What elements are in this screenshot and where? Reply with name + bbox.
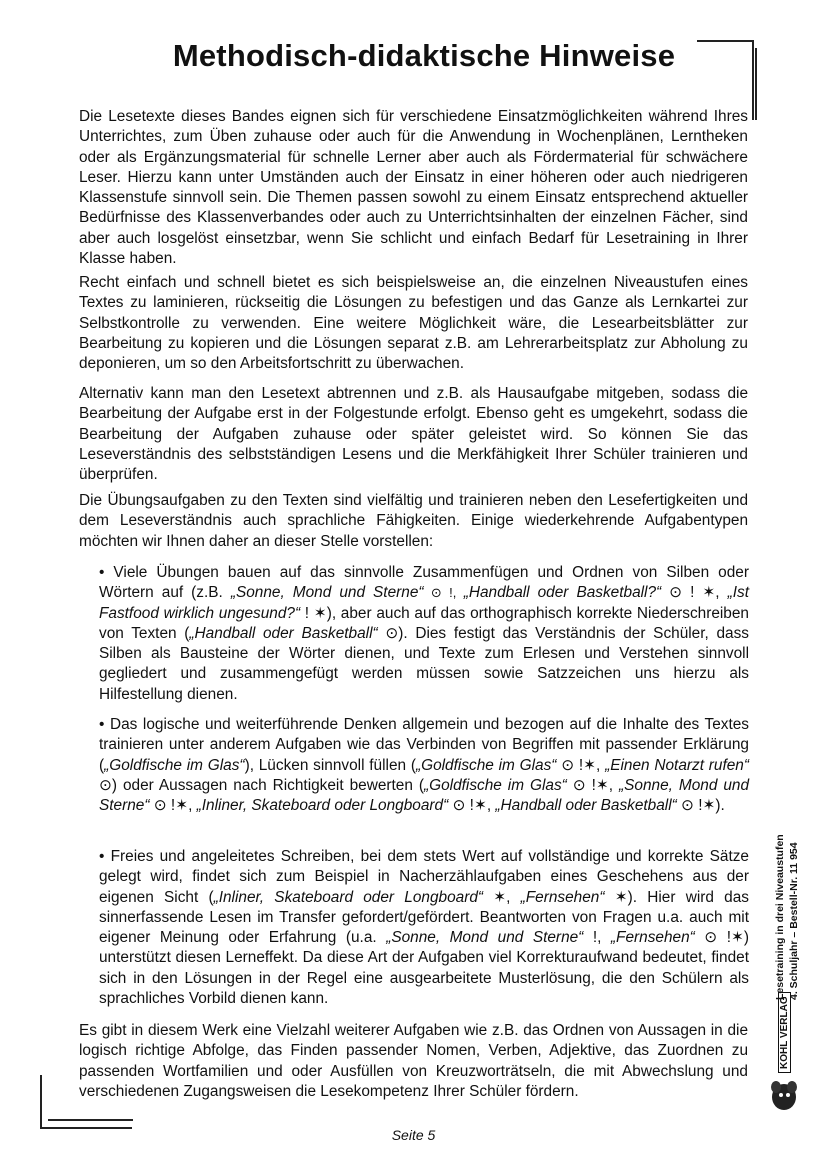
paragraph-3: Alternativ kann man den Lesetext abtrennen und z.B. als Hausaufgabe mitgeben, sodass die Bearbeitung der Aufgabe erst in der Folgestunde erfolgt. Ebenso geht es umgekehrt, sodass die Bearbeitung der Aufgaben zuhause oder später geleistet wird. So können Sie das Leseverständnis des selbstständigen Lesens und die Merkfähigkeit Ihrer Schüler trainieren und überprüfen. bbox=[79, 385, 748, 484]
page-number: Seite 5 bbox=[391, 1127, 436, 1143]
bullet-item-2: • Das logische und weiterführende Denken allgemein und bezogen auf die Inhalte des Textes trainieren unter anderem Aufgaben wie das Verbinden von Begriffen mit passender Erklärung („Goldfische im Glas“), Lücken sinnvoll füllen („Goldfische im Glas“ ⊙ !✶, „Einen Notarzt rufen“ ⊙) oder Aussagen nach Richtigkeit bewerten („Goldfische im Glas“ ⊙ !✶, „Sonne, Mond und Sterne“ ⊙ !✶, „Inliner, Skateboard oder Longboard“ ⊙ !✶, „Handball oder Basketball“ ⊙ !✶). bbox=[99, 716, 750, 815]
closing-paragraph: Es gibt in diesem Werk eine Vielzahl weiterer Aufgaben wie z.B. das Ordnen von Aussagen in die logisch richtige Abfolge, das Finden passender Nomen, Verben, Adjektive, das Zuordnen zu passenden Wortfamilien und oder Ausfüllen von Kreuzworträtseln, die mit Abwechslung und verschiedenen Zugangsweisen die Lesekompetenz Ihrer Schüler fördern. bbox=[79, 1022, 748, 1100]
bullet-item-3: • Freies und angeleitetes Schreiben, bei dem stets Wert auf vollständige und korrekte Sätze gelegt wird, findet sich zum Beispiel in Nacherzählaufgaben eines Geschehens aus der eigenen Sicht („Inliner, Skateboard oder Longboard“ ✶, „Fernsehen“ ✶). Hier wird das sinnerfassende Lesen im Transfer gefordert/gefördert. Beantworten von Fragen u.a. auch mit eigener Meinung oder Erfahrung (u.a. „Sonne, Mond und Sterne“ !, „Fernsehen“ ⊙ !✶) unterstützt diesen Lerneffekt. Da diese Art der Aufgaben viel Korrekturaufwand bedeutet, findet sich in den Lösungen in der Regel eine ausgearbeitete Musterlösung, die den Schülern als sprachliches Vorbild dienen kann. bbox=[99, 848, 750, 1008]
sidebar-order-number: 4. Schuljahr – Bestell-Nr. 11 954 bbox=[788, 842, 800, 1000]
publisher-mascot-icon bbox=[762, 1075, 816, 1115]
sidebar-imprint bbox=[768, 832, 827, 1002]
publisher-brand: KOHL VERLAG bbox=[778, 992, 791, 1073]
paragraph-1: Die Lesetexte dieses Bandes eignen sich für verschiedene Einsatzmöglichkeiten während Ihres Unterrichtes, zum Üben zuhause oder auch für die Anwendung in Wochenplänen, Lerntheken oder als Ergänzungsmaterial für schnelle Lerner aber auch als Fördermaterial für schwächere Leser. Hierzu kann unter Umständen auch der Einsatz in einer höheren oder auch niedrigeren Klassenstufe sinnvoll sein. Die Themen passen sowohl zu einem Einsatz entsprechend aktueller Bedürfnisse des Klassenverbandes oder auch zu Unterrichtsinhalten der einzelnen Fächer, sind aber auch losgelöst einsetzbar, wenn Sie schlicht und einfach Bedarf für Lesetraining in Ihrer Klasse haben. bbox=[79, 108, 748, 268]
paragraph-4: Die Übungsaufgaben zu den Texten sind vielfältig und trainieren neben den Lesefertigkeiten und dem Leseverständnis auch sprachliche Fähigkeiten. Einige wiederkehrende Aufgabentypen möchten wir Ihnen daher an dieser Stelle vorstellen: bbox=[79, 492, 748, 550]
page-title: Methodisch-didaktische Hinweise bbox=[172, 38, 676, 73]
bullet-item-1: • Viele Übungen bauen auf das sinnvolle Zusammenfügen und Ordnen von Silben oder Wörtern auf (z.B. „Sonne, Mond und Sterne“ ⊙ !, „Handball oder Basketball?“ ⊙ ! ✶, „Ist Fastfood wirklich ungesund?“ ! ✶), aber auch auf das orthographisch korrekte Niederschreiben von Texten („Handball oder Basketball“ ⊙). Dies festigt das Verständnis der Schüler, dass Silben als Bausteine der Wörter dienen, und Texte zum Erlesen und Verstehen sinnvoll gegliedert und zusammengefügt werden müssen sowie Satzzeichen uns hierzu als Hilfestellung dienen. bbox=[99, 564, 749, 703]
paragraph-2: Recht einfach und schnell bietet es sich beispielsweise an, die einzelnen Niveaustufen eines Textes zu laminieren, rückseitig die Lösungen zu befestigen und das Ganze als Lernkartei zur Selbstkontrolle zu verwenden. Eine weitere Möglichkeit wäre, die Lesearbeitsblätter zur Bearbeitung zu kopieren und die Lösungen separat z.B. am Lehrerarbeitsplatz zur Abholung zu deponieren, um so den Arbeitsfortschritt zu überwachen. bbox=[79, 274, 748, 373]
publisher-logo bbox=[768, 996, 822, 1115]
sidebar-title: Lesetraining in drei Niveaustufen bbox=[774, 834, 786, 1000]
